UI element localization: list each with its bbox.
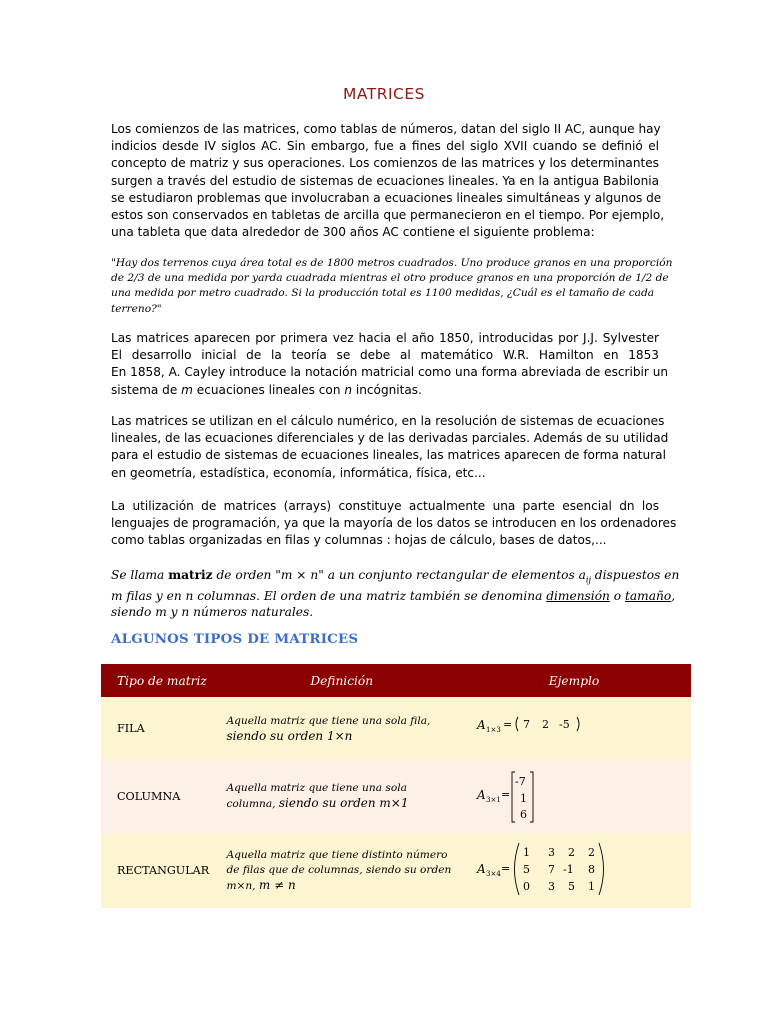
matrix-rectangular-svg: [457, 833, 691, 905]
matrix-fila-svg: [457, 697, 691, 757]
page-title: MATRICES: [342, 85, 426, 103]
matrix-cell: -5: [559, 718, 570, 731]
definition-line: Se llama matriz de orden "m × n" a un conjunto rectangular de elementos $a_{ij}$ dispuestos en: [111, 568, 680, 585]
text-line: Las matrices se utilizan en el cálculo numérico, en la resolución de sistemas de ecuaciones: [111, 414, 665, 428]
text-line: estos son conservados en tabletas de arcilla que permanecieron en el tiempo. Por ejemplo,: [111, 208, 665, 223]
left-paren: [515, 843, 520, 895]
table-row-rectangular: [101, 833, 691, 908]
table-header-row: [101, 664, 691, 697]
text-line: Las matrices aparecen por primera vez hacia el año 1850, introducidas por J.J. Sylvester: [111, 331, 659, 345]
text-line: sistema de m ecuaciones lineales con n incógnitas.: [111, 382, 422, 397]
text-line: concepto de matriz y sus operaciones. Los comienzos de las matrices y los determinantes: [111, 156, 659, 171]
matrix-cell: 2: [588, 846, 595, 859]
text-line: surgen a través del estudio de sistemas de ecuaciones lineales. Ya en la antigua Babilonia: [111, 173, 659, 188]
right-bracket: [530, 772, 533, 822]
babylon-problem-quote: [111, 256, 673, 317]
text-line: Los comienzos de las matrices, como tablas de números, datan del siglo II AC, aunque hay: [111, 122, 661, 136]
text-line: para el estudio de sistemas de ecuaciones lineales, las matrices aparecen de forma natural: [111, 448, 666, 463]
left-paren: [516, 717, 518, 731]
matrix-cell: 0: [523, 880, 530, 893]
type-name: COLUMNA: [101, 760, 226, 833]
matrix-example-rectangular: [457, 833, 691, 908]
matrix-example-columna: [457, 760, 691, 833]
matrix-subscript: 3×1: [486, 796, 501, 804]
matrix-definition: [111, 567, 680, 620]
matrix-cell: -1: [563, 863, 574, 876]
matrix-cell: 7: [523, 718, 530, 731]
matrix-subscript: 1×3: [486, 726, 501, 734]
quote-line: "Hay dos terrenos cuya área total es de 1800 metros cuadrados. Uno produce granos en una proporción: [111, 257, 673, 269]
text-line: El desarrollo inicial de la teoría se debe al matemático W.R. Hamilton en 1853: [111, 348, 659, 363]
header-example: Ejemplo: [457, 664, 691, 697]
type-definition: Aquella matriz que tiene una sola fila, siendo su orden 1×n: [226, 697, 457, 760]
matrix-cell: 2: [542, 718, 549, 731]
matrix-label: A: [477, 862, 486, 876]
matrix-subscript: 3×4: [486, 870, 501, 878]
header-definition: Definición: [226, 664, 457, 697]
matrix-cell: 3: [548, 846, 555, 859]
text-line: indicios desde IV siglos AC. Sin embargo, fue a fines del siglo XVII cuando se definió el: [111, 139, 659, 154]
text-line: lineales, de las ecuaciones diferenciales y de las derivadas parciales. Además de su utilidad: [111, 431, 669, 446]
matrix-cell: 8: [588, 863, 595, 876]
right-paren: [577, 717, 579, 731]
header-type: Tipo de matriz: [101, 664, 226, 697]
text-line: como tablas organizadas en filas y columnas : hojas de cálculo, bases de datos,...: [111, 533, 607, 548]
type-definition: Aquella matriz que tiene una sola columna, siendo su orden m×1: [226, 760, 457, 833]
matrix-types-table: [101, 664, 691, 908]
matrix-cell: 5: [523, 863, 530, 876]
matrix-label: A: [477, 718, 486, 732]
quote-line: terreno?": [111, 302, 162, 315]
text-line: una tableta que data alrededor de 300 años AC contiene el siguiente problema:: [111, 225, 595, 240]
matrix-cell: 1: [520, 792, 527, 805]
history-paragraph: [111, 330, 669, 399]
right-paren: [599, 843, 604, 895]
quote-line: una medida por metro cuadrado. Si la producción total es 1100 medidas, ¿Cuál es el tamaño de cada: [111, 287, 655, 300]
type-name: RECTANGULAR: [101, 833, 226, 908]
text-line: en geometría, estadística, economía, informática, física, etc...: [111, 465, 486, 480]
type-name: FILA: [101, 697, 226, 760]
intro-paragraph: [111, 121, 665, 241]
matrix-label: A: [477, 788, 486, 802]
svg-text:=: =: [501, 862, 511, 875]
definition-line: siendo m y n números naturales.: [111, 605, 314, 620]
matrix-cell: 7: [548, 863, 555, 876]
matrix-cell: 6: [520, 808, 527, 821]
definition-line: m filas y en n columnas. El orden de una matriz también se denomina dimensión o tamaño,: [111, 589, 676, 604]
uses-paragraph: [111, 413, 669, 482]
table-row-fila: [101, 697, 691, 760]
svg-text:=: =: [501, 788, 511, 801]
matrix-cell: 1: [523, 846, 530, 859]
text-line: lenguajes de programación, ya que la mayoría de los datos se introducen en los ordenadores: [111, 516, 677, 531]
text-line: se estudiaron problemas que involucraban a ecuaciones lineales simultáneas y algunos de: [111, 190, 662, 205]
programming-paragraph: [111, 498, 677, 550]
matrix-cell: 1: [588, 880, 595, 893]
matrix-example-fila: [457, 697, 691, 760]
table-row-columna: [101, 760, 691, 833]
matrix-cell: 2: [568, 846, 575, 859]
text-line: La utilización de matrices (arrays) constituye actualmente una parte esencial dn los: [111, 499, 659, 513]
matrix-cell: -7: [515, 775, 526, 788]
type-definition: Aquella matriz que tiene distinto número de filas que de columnas, siendo su orden m×n, m ≠ n: [226, 833, 457, 908]
section-subtitle: ALGUNOS TIPOS DE MATRICES: [111, 631, 359, 647]
svg-text:=: =: [503, 718, 513, 731]
matrix-columna-svg: [457, 760, 691, 830]
matrix-cell: 3: [548, 880, 555, 893]
text-line: En 1858, A. Cayley introduce la notación matricial como una forma abreviada de escribir un: [111, 365, 669, 380]
quote-line: de 2/3 de una medida por yarda cuadrada mientras el otro produce granos en una proporción de 1/2 de: [111, 272, 669, 285]
matrix-cell: 5: [568, 880, 575, 893]
